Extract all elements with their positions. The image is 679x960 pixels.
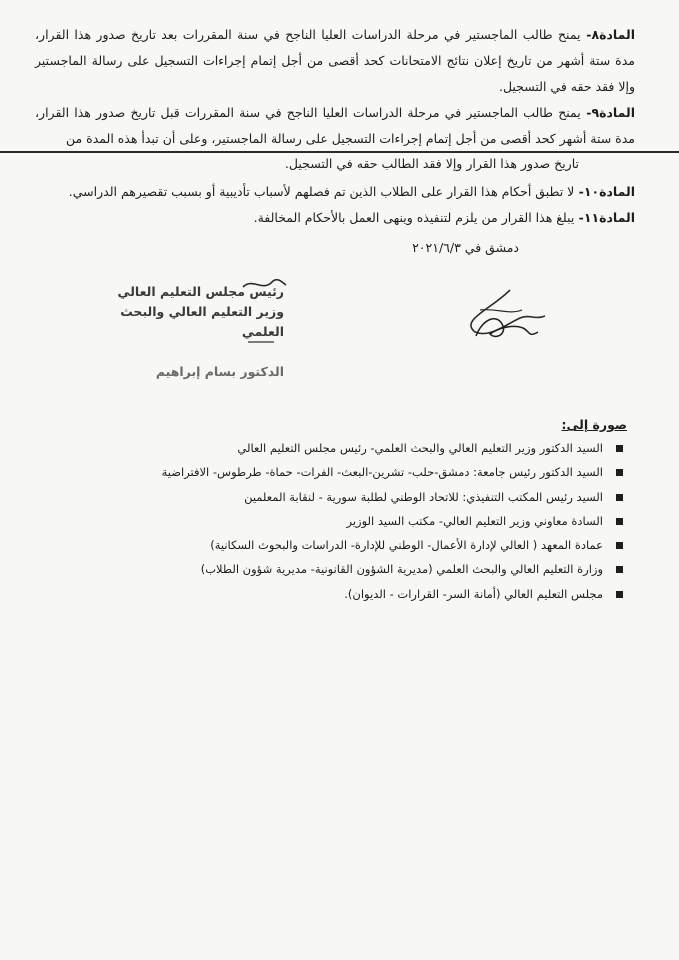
list-item: السيد الدكتور رئيس جامعة: دمشق-حلب- تشرين-البعث- الفرات- حماة- طرطوس- الافتراضية — [162, 460, 623, 484]
bullet-icon — [616, 542, 623, 549]
signature-block — [104, 282, 284, 382]
article-9-text: يمنح طالب الماجستير في مرحلة الدراسات العليا الناجح في سنة المقررات قبل تاريخ صدور هذا القرار، مدة ستة أشهر كحد أقصى من أجل إتمام إجراءات التسجيل على رسالة الماجستير، وعلى أن تبدأ هذه المدة من — [35, 105, 635, 146]
bullet-icon — [616, 469, 623, 476]
page-fold-line — [0, 151, 679, 153]
signature-mark — [238, 275, 288, 295]
list-item: السادة معاوني وزير التعليم العالي- مكتب السيد الوزير — [162, 509, 623, 533]
article-11-label: المادة١١- — [574, 210, 635, 225]
signature-dash — [246, 338, 276, 346]
list-item: عمادة المعهد ( العالي لإدارة الأعمال- الوطني للإدارة- الدراسات والبحوث السكانية) — [162, 533, 623, 557]
article-8 — [35, 22, 635, 100]
bullet-icon — [616, 591, 623, 598]
signature-name: الدكتور بسام إبراهيم — [155, 364, 284, 379]
bullet-icon — [616, 494, 623, 501]
article-11-text: يبلغ هذا القرار من يلزم لتنفيذه وينهى العمل بالأحكام المخالفة. — [253, 210, 575, 225]
article-11 — [254, 210, 635, 225]
signature-title-1: رئيس مجلس التعليم العالي — [117, 284, 284, 299]
bullet-icon — [616, 445, 623, 452]
list-item: مجلس التعليم العالي (أمانة السر- القرارات - الديوان). — [162, 582, 623, 606]
date-line: دمشق في ٢٠٢١/٦/٣ — [412, 240, 519, 255]
article-8-text: يمنح طالب الماجستير في مرحلة الدراسات العليا الناجح في سنة المقررات بعد تاريخ صدور هذا القرار، مدة ستة أشهر من تاريخ إعلان نتائج الامتحانات كحد أقصى من أجل إتمام إجراءات التسجيل على رسالة الماجستير وإلا فقد حقه في التسجيل. — [35, 27, 635, 94]
list-item: وزارة التعليم العالي والبحث العلمي (مديرية الشؤون القانونية- مديرية شؤون الطلاب) — [162, 557, 623, 581]
article-8-label: المادة٨- — [580, 27, 635, 42]
copies-title: صورة إلى: — [561, 417, 627, 432]
bullet-icon — [616, 566, 623, 573]
copies-list — [162, 436, 623, 606]
article-10-label: المادة١٠- — [574, 184, 635, 199]
signature-title-2: وزير التعليم العالي والبحث العلمي — [120, 304, 284, 339]
article-9 — [35, 100, 635, 152]
bullet-icon — [616, 518, 623, 525]
list-item: السيد رئيس المكتب التنفيذي: للاتحاد الوطني لطلبة سورية - لنقابة المعلمين — [162, 485, 623, 509]
article-9-continuation: تاريخ صدور هذا القرار وإلا فقد الطالب حقه في التسجيل. — [284, 156, 579, 171]
article-10-text: لا تطبق أحكام هذا القرار على الطلاب الذين تم فصلهم لأسباب تأديبية أو بسبب تقصيرهم الدراسي. — [68, 184, 575, 199]
list-item: السيد الدكتور وزير التعليم العالي والبحث العلمي- رئيس مجلس التعليم العالي — [162, 436, 623, 460]
article-10 — [69, 184, 635, 199]
article-9-label: المادة٩- — [580, 105, 635, 120]
handwritten-signature — [468, 298, 548, 348]
